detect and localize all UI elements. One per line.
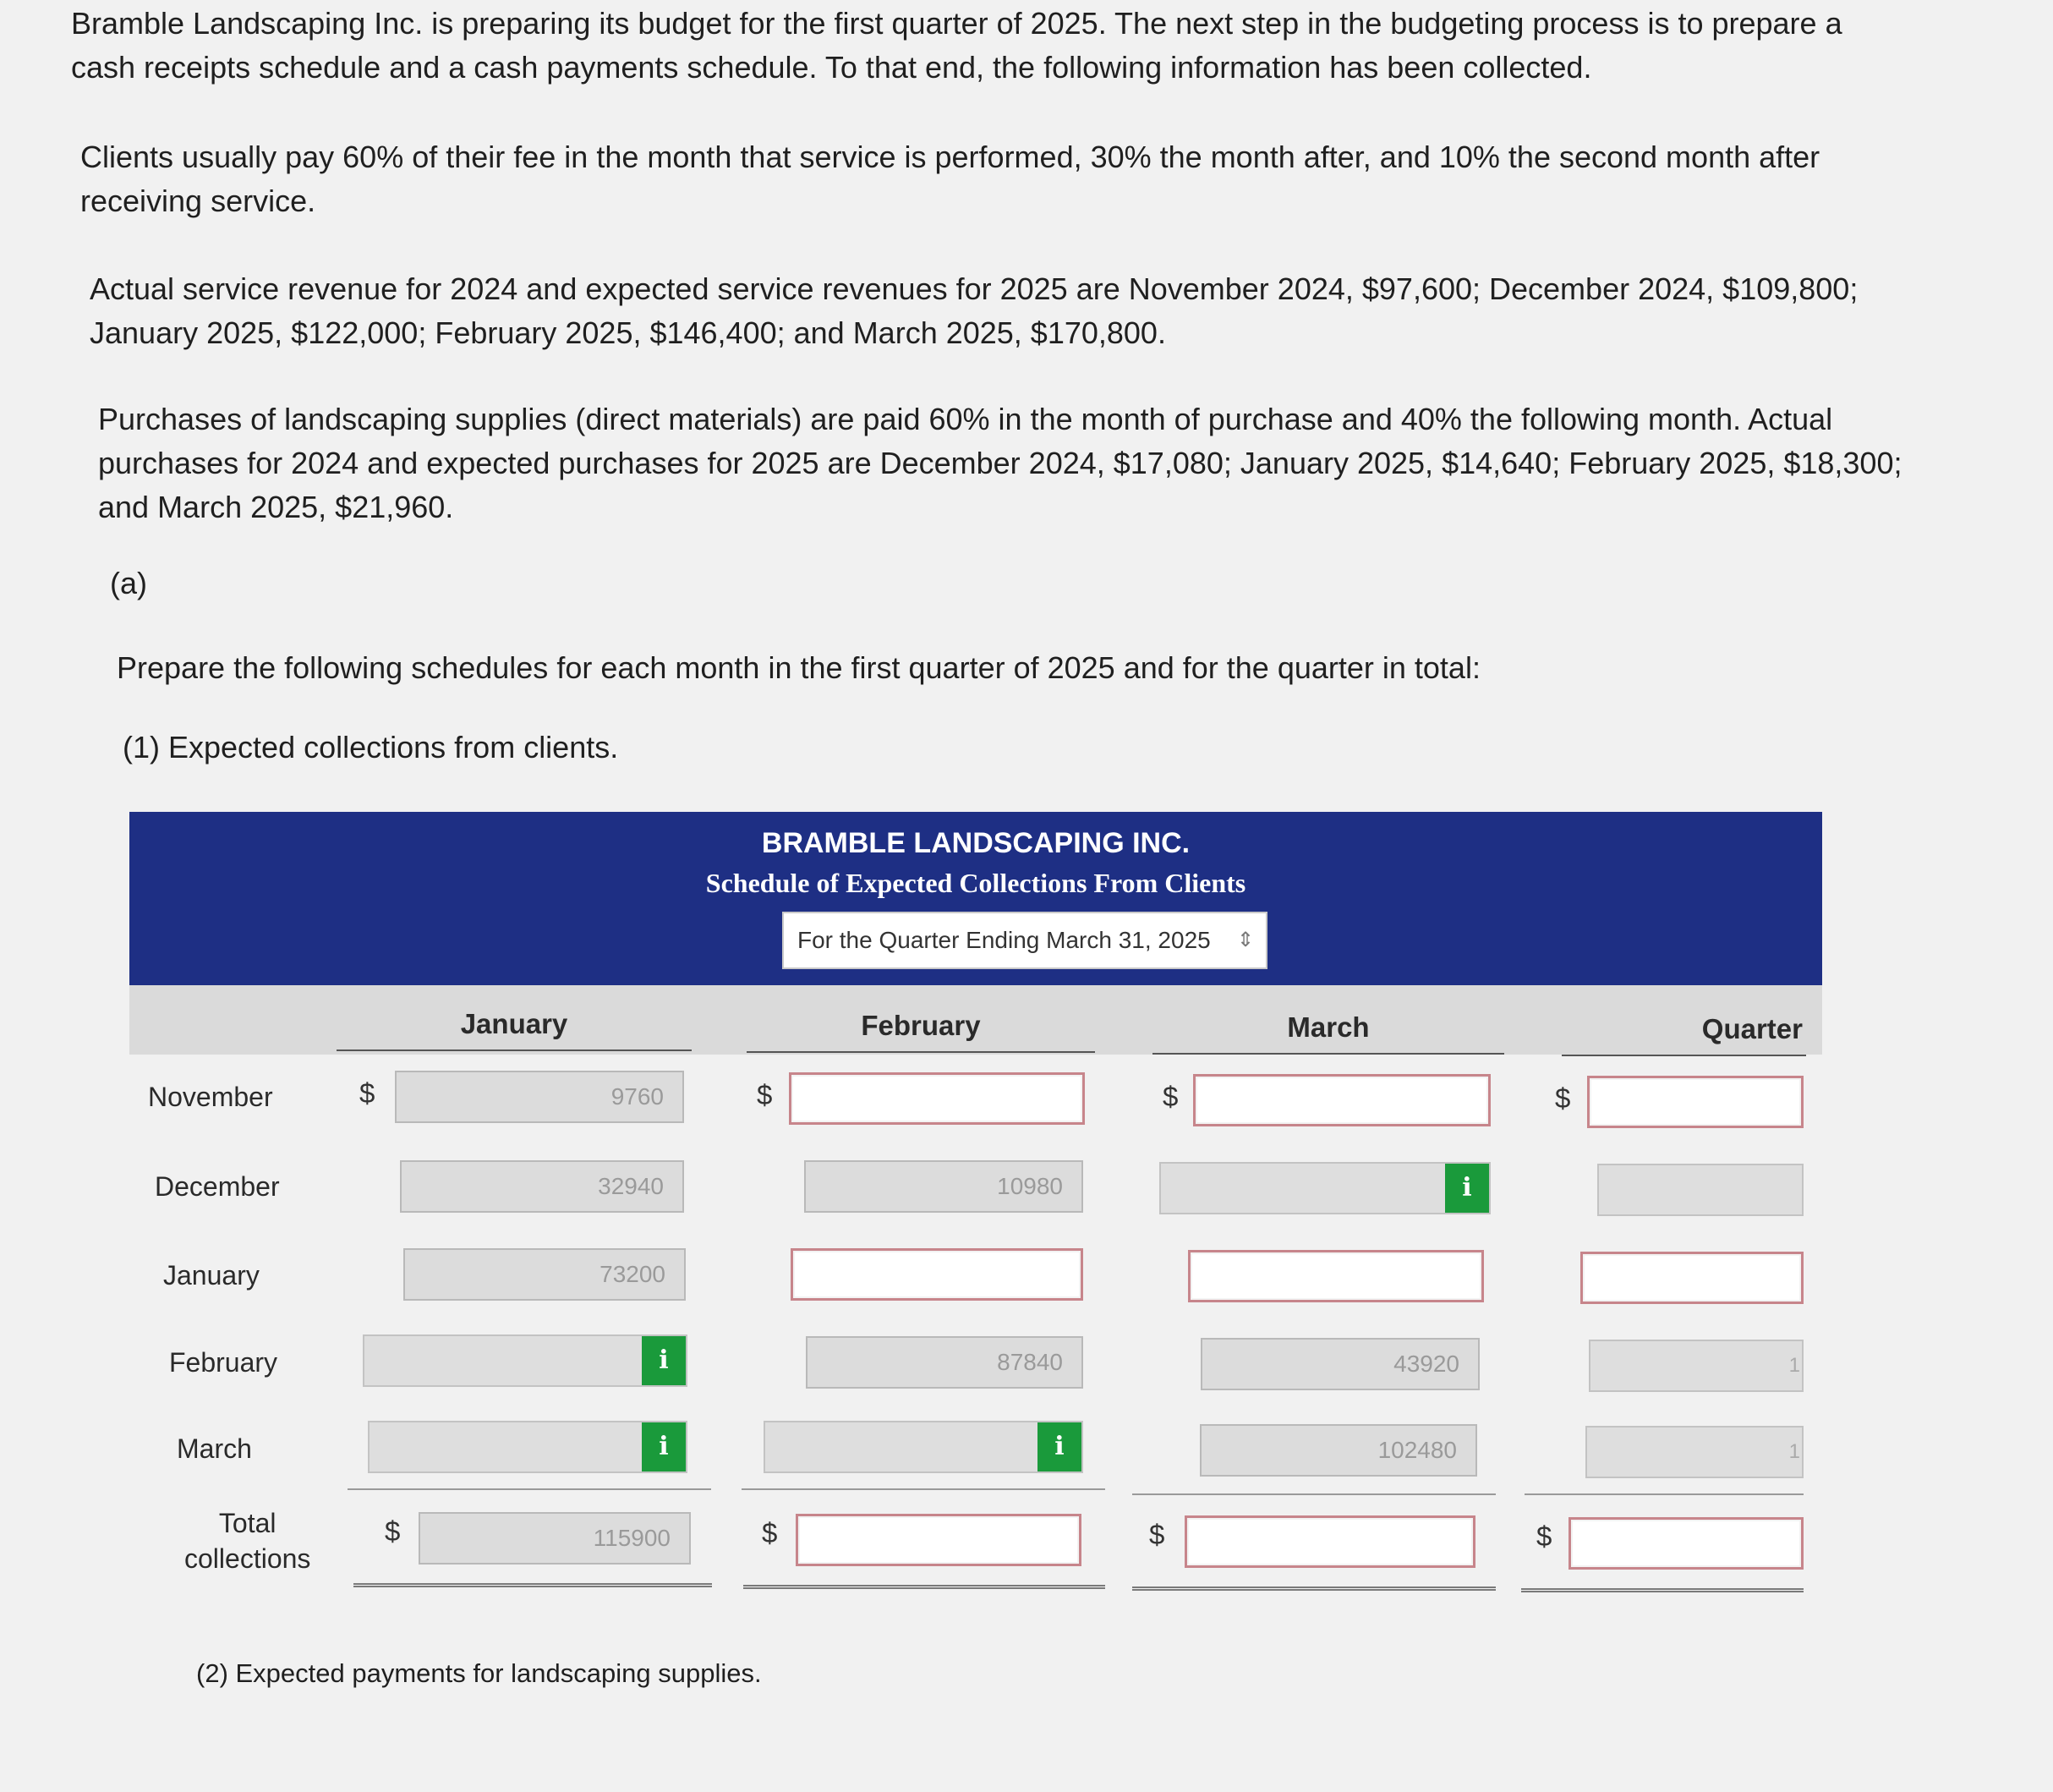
input-jan-jan[interactable]: 73200 [403, 1248, 686, 1301]
column-header-march: March [1152, 1006, 1504, 1055]
input-dec-quarter[interactable] [1597, 1164, 1804, 1216]
problem-paragraph-1-line2: cash receipts schedule and a cash payments schedule. To that end, the following information has been collected. [71, 50, 1592, 85]
column-header-january: January [337, 1002, 692, 1051]
dollar-sign: $ [1536, 1521, 1552, 1552]
row-label-total-line1: Total [218, 1508, 276, 1538]
problem-paragraph-3 [90, 267, 1858, 355]
dollar-sign: $ [359, 1077, 375, 1109]
input-total-jan[interactable]: 115900 [419, 1512, 691, 1565]
input-mar-feb[interactable] [764, 1421, 1083, 1473]
total-double-rule [1132, 1586, 1496, 1591]
input-feb-quarter[interactable] [1589, 1340, 1804, 1392]
chevron-updown-icon: ⇕ [1236, 929, 1254, 951]
dollar-sign: $ [1555, 1082, 1571, 1114]
dollar-sign: $ [1149, 1519, 1165, 1550]
part-a-label: (a) [110, 566, 147, 600]
input-dec-mar[interactable] [1159, 1162, 1491, 1214]
subtotal-rule [742, 1488, 1105, 1490]
row-label-february: February [169, 1347, 278, 1378]
input-mar-quarter[interactable] [1585, 1426, 1804, 1478]
info-icon[interactable]: i [642, 1422, 686, 1471]
row-label-december: December [155, 1171, 280, 1202]
input-mar-mar[interactable]: 102480 [1200, 1424, 1477, 1477]
schedule-title: Schedule of Expected Collections From Clients [705, 868, 1246, 898]
requirement-2-label: (2) Expected payments for landscaping supplies. [196, 1658, 762, 1688]
subtotal-rule [1132, 1493, 1496, 1495]
stray-digit: 1 [1788, 1440, 1800, 1463]
input-nov-quarter[interactable] [1587, 1076, 1804, 1128]
company-name: BRAMBLE LANDSCAPING INC. [761, 827, 1191, 859]
schedule-header-banner [129, 812, 1822, 985]
input-dec-jan[interactable]: 32940 [400, 1160, 684, 1213]
input-jan-feb[interactable] [791, 1248, 1083, 1301]
period-dropdown[interactable] [782, 912, 1267, 969]
row-label-total-line2: collections [184, 1543, 311, 1574]
input-feb-jan[interactable] [363, 1334, 687, 1387]
instruction-text: Prepare the following schedules for each month in the first quarter of 2025 and for the quarter in total: [117, 650, 1481, 685]
input-nov-mar[interactable] [1193, 1074, 1491, 1126]
problem-paragraph-1-line1: Bramble Landscaping Inc. is preparing its budget for the first quarter of 2025. The next step in the budgeting process is to prepare a [71, 6, 1842, 41]
dollar-sign: $ [385, 1515, 401, 1547]
total-double-rule [743, 1585, 1105, 1589]
row-label-march: March [177, 1433, 252, 1464]
input-total-feb[interactable] [796, 1514, 1081, 1566]
input-feb-mar[interactable]: 43920 [1201, 1338, 1480, 1390]
info-icon[interactable]: i [1037, 1422, 1081, 1471]
subtotal-rule [348, 1488, 711, 1490]
problem-paragraph-4-line1: Purchases of landscaping supplies (direct materials) are paid 60% in the month of purchase and 40% the following month. Actual [98, 402, 1833, 436]
problem-paragraph-1 [71, 2, 1842, 90]
period-dropdown-value: For the Quarter Ending March 31, 2025 [797, 927, 1211, 953]
requirement-1-label: (1) Expected collections from clients. [123, 730, 619, 764]
total-double-rule [1521, 1588, 1804, 1592]
problem-paragraph-3-line2: January 2025, $122,000; February 2025, $146,400; and March 2025, $170,800. [90, 315, 1166, 350]
problem-paragraph-2-line1: Clients usually pay 60% of their fee in the month that service is performed, 30% the month after, and 10% the second month after [80, 140, 1820, 174]
total-double-rule [353, 1583, 712, 1587]
info-icon[interactable]: i [1445, 1164, 1489, 1213]
input-nov-jan[interactable]: 9760 [395, 1071, 684, 1123]
row-label-january: January [163, 1260, 260, 1291]
row-label-total [184, 1505, 310, 1576]
dollar-sign: $ [1163, 1081, 1179, 1112]
column-header-february: February [747, 1004, 1095, 1053]
dollar-sign: $ [757, 1079, 773, 1110]
subtotal-rule [1525, 1493, 1804, 1495]
problem-paragraph-4 [98, 397, 1902, 529]
input-jan-quarter[interactable] [1580, 1252, 1804, 1304]
problem-paragraph-2-line2: receiving service. [80, 184, 316, 218]
column-header-quarter: Quarter [1562, 1007, 1806, 1056]
dollar-sign: $ [762, 1517, 778, 1548]
input-feb-feb[interactable]: 87840 [806, 1336, 1083, 1389]
problem-paragraph-3-line1: Actual service revenue for 2024 and expected service revenues for 2025 are November 2024, $97,600; December 2024, $109,800; [90, 271, 1859, 306]
input-mar-jan[interactable] [368, 1421, 687, 1473]
stray-digit: 1 [1788, 1354, 1800, 1377]
input-dec-feb[interactable]: 10980 [804, 1160, 1083, 1213]
info-icon[interactable]: i [642, 1336, 686, 1385]
row-label-november: November [148, 1082, 273, 1112]
input-jan-mar[interactable] [1188, 1250, 1484, 1302]
problem-paragraph-2 [80, 135, 1820, 223]
input-total-mar[interactable] [1185, 1515, 1475, 1568]
problem-paragraph-4-line2: purchases for 2024 and expected purchases for 2025 are December 2024, $17,080; January 2025, $14,640; February 2025, $18,300; [98, 446, 1902, 480]
input-total-quarter[interactable] [1568, 1517, 1804, 1570]
problem-paragraph-4-line3: and March 2025, $21,960. [98, 490, 454, 524]
input-nov-feb[interactable] [789, 1072, 1085, 1125]
